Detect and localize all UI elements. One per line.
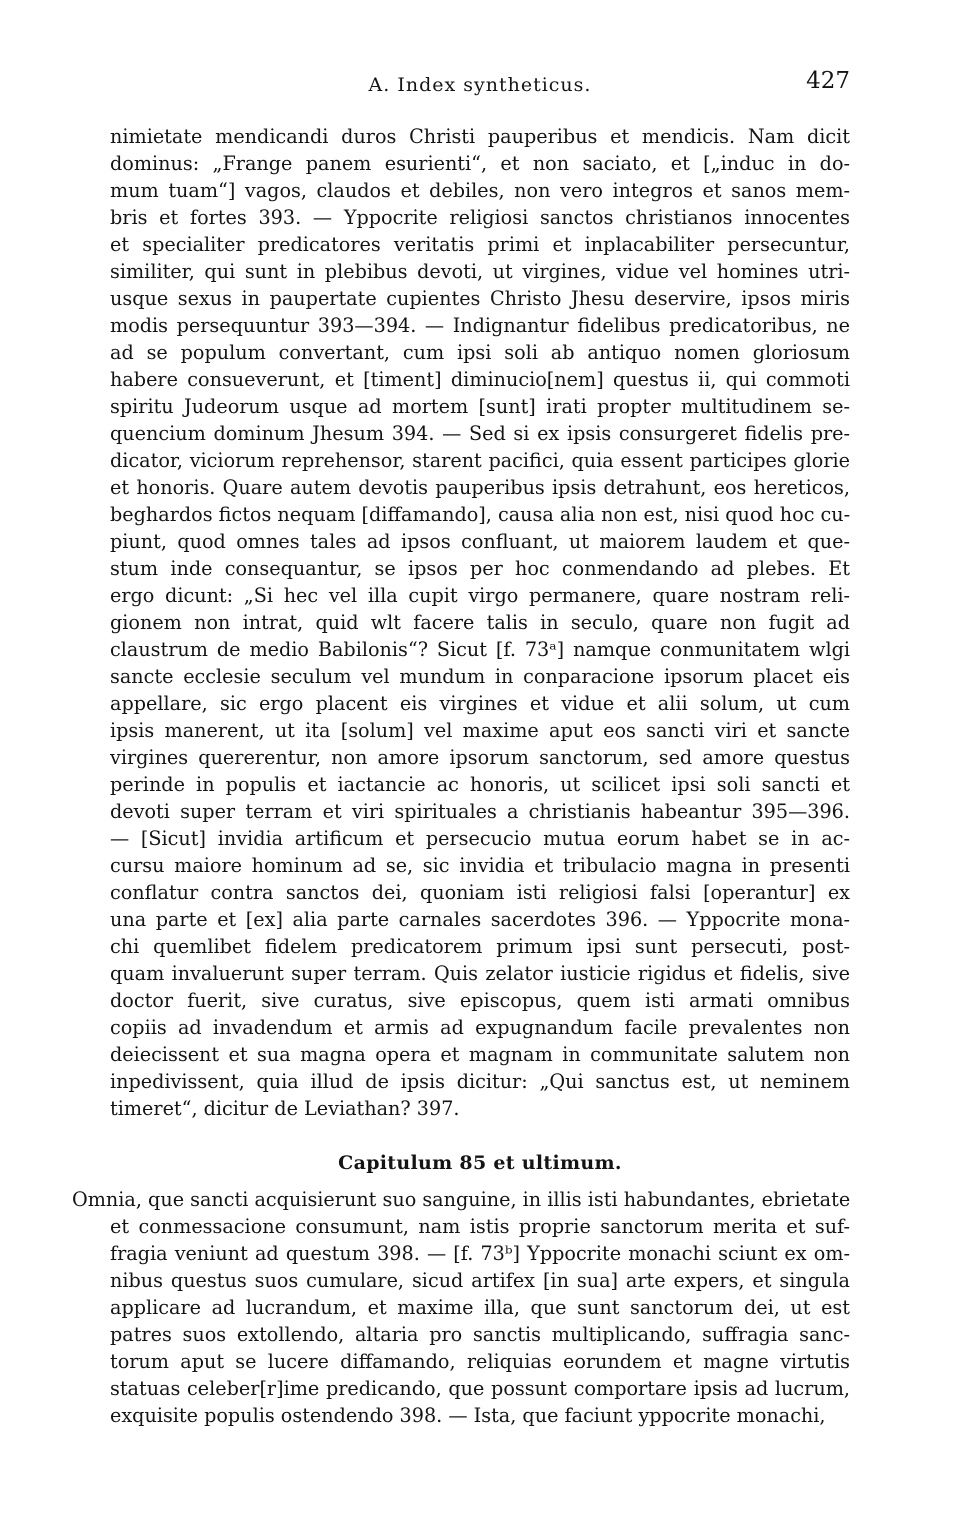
text-line: Omnia, que sancti acquisierunt suo sanguine, in illis isti habundantes, ebrietate	[72, 1188, 850, 1211]
text-line: patres suos extollendo, altaria pro sanctis multiplicando, suffragia sanc-	[110, 1323, 850, 1346]
text-line: — [Sicut] invidia artificum et persecucio mutua eorum habet se in ac-	[110, 827, 850, 850]
text-line: ad se populum convertant, cum ipsi soli ab antiquo nomen gloriosum	[110, 341, 850, 364]
text-line: quencium dominum Jhesum 394. — Sed si ex ipsis consurgeret fidelis pre-	[110, 422, 850, 445]
text-line: piunt, quod omnes tales ad ipsos confluant, ut maiorem laudem et que-	[110, 530, 850, 553]
text-line: dominus: „Frange panem esurienti“, et non saciato, et [„induc in do-	[110, 152, 850, 175]
text-line: conflatur contra sanctos dei, quoniam isti religiosi falsi [operantur] ex	[110, 881, 850, 904]
text-line: doctor fuerit, sive curatus, sive episcopus, quem isti armati omnibus	[110, 989, 850, 1012]
text-line: habere consueverunt, et [timent] diminucio[nem] questus ii, qui commoti	[110, 368, 850, 391]
text-line: et specialiter predicatores veritatis primi et inplacabiliter persecuntur,	[110, 233, 850, 256]
text-line: una parte et [ex] alia parte carnales sacerdotes 396. — Yppocrite mona-	[110, 908, 850, 931]
text-line: quam invaluerunt super terram. Quis zelator iusticie rigidus et fidelis, sive	[110, 962, 850, 985]
chapter-paragraph	[72, 1186, 850, 1429]
chapter-heading: Capitulum 85 et ultimum.	[338, 1152, 622, 1174]
text-line: dicator, viciorum reprehensor, starent pacifici, quia essent participes glorie	[110, 449, 850, 472]
text-line: ipsis manerent, ut ita [solum] vel maxime aput eos sancti viri et sancte	[110, 719, 850, 742]
text-line: inpedivissent, quia illud de ipsis dicitur: „Qui sanctus est, ut neminem	[110, 1070, 850, 1093]
text-line: torum aput se lucere diffamando, reliquias eorundem et magne virtutis	[110, 1350, 850, 1373]
text-line: timeret“, dicitur de Leviathan? 397.	[110, 1097, 460, 1120]
text-line: appellare, sic ergo placent eis virgines et vidue et alii solum, ut cum	[110, 692, 850, 715]
page-number: 427	[806, 68, 850, 94]
running-head: A. Index syntheticus.	[368, 74, 592, 96]
text-line: spiritu Judeorum usque ad mortem [sunt] irati propter multitudinem se-	[110, 395, 850, 418]
text-line: ergo dicunt: „Si hec vel illa cupit virgo permanere, quare nostram reli-	[110, 584, 850, 607]
text-line: usque sexus in paupertate cupientes Christo Jhesu deservire, ipsos miris	[110, 287, 850, 310]
text-line: nibus questus suos cumulare, sicud artifex [in sua] arte expers, et singula	[110, 1269, 850, 1292]
text-line: beghardos fictos nequam [diffamando], causa alia non est, nisi quod hoc cu-	[110, 503, 850, 526]
text-line: deiecissent et sua magna opera et magnam in communitate salutem non	[110, 1043, 850, 1066]
text-line: et conmessacione consumunt, nam istis proprie sanctorum merita et suf-	[110, 1215, 850, 1238]
text-line: statuas celeber[r]ime predicando, que possunt comportare ipsis ad lucrum,	[110, 1377, 850, 1400]
text-line: et honoris. Quare autem devotis pauperibus ipsis detrahunt, eos hereticos,	[110, 476, 850, 499]
text-line: fragia veniunt ad questum 398. — [f. 73ᵇ] Yppocrite monachi sciunt ex om-	[110, 1242, 850, 1265]
text-line: claustrum de medio Babilonis“? Sicut [f. 73ᵃ] namque conmunitatem wlgi	[110, 638, 850, 661]
text-line: modis persequuntur 393—394. — Indignantur fidelibus predicatoribus, ne	[110, 314, 850, 337]
text-line: copiis ad invadendum et armis ad expugnandum facile prevalentes non	[110, 1016, 850, 1039]
text-line: perinde in populis et iactancie ac honoris, ut scilicet ipsi soli sancti et	[110, 773, 850, 796]
text-line: virgines quererentur, non amore ipsorum sanctorum, sed amore questus	[110, 746, 850, 769]
text-line: sancte ecclesie seculum vel mundum in conparacione ipsorum placet eis	[110, 665, 850, 688]
text-line: similiter, qui sunt in plebibus devoti, ut virgines, vidue vel homines utri-	[110, 260, 850, 283]
text-line: cursu maiore hominum ad se, sic invidia et tribulacio magna in presenti	[110, 854, 850, 877]
text-line: devoti super terram et viri spirituales a christianis habeantur 395—396.	[110, 800, 850, 823]
text-line: applicare ad lucrandum, et maxime illa, que sunt sanctorum dei, ut est	[110, 1296, 850, 1319]
text-line: nimietate mendicandi duros Christi pauperibus et mendicis. Nam dicit	[110, 125, 850, 148]
text-line: exquisite populis ostendendo 398. — Ista, que faciunt yppocrite monachi,	[110, 1404, 826, 1427]
text-line: gionem non intrat, quid wlt facere talis in seculo, quare non fugit ad	[110, 611, 850, 634]
text-line: chi quemlibet fidelem predicatorem primum ipsi sunt persecuti, post-	[110, 935, 850, 958]
page-header	[110, 68, 850, 104]
text-line: bris et fortes 393. — Yppocrite religiosi sanctos christianos innocentes	[110, 206, 850, 229]
text-line: mum tuam“] vagos, claudos et debiles, non vero integros et sanos mem-	[110, 179, 850, 202]
text-line: stum inde consequantur, se ipsos per hoc conmendando ad plebes. Et	[110, 557, 850, 580]
index-paragraph	[110, 123, 850, 1122]
